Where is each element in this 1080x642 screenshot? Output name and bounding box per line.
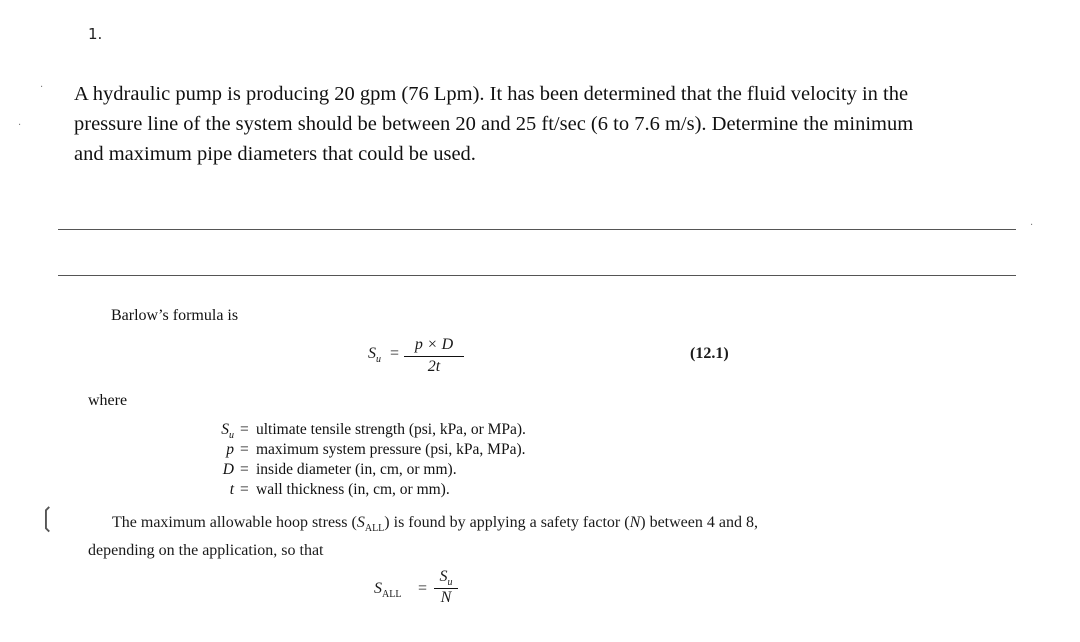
formula-equals: = — [390, 345, 400, 362]
answer-line-1[interactable] — [58, 229, 1016, 230]
scan-speck: · — [18, 120, 22, 131]
definition-equals: = — [240, 441, 249, 458]
where-label: where — [88, 392, 128, 409]
definition-text: wall thickness (in, cm, or mm). — [256, 481, 450, 498]
formula2-numerator: $S_u$ — [439, 568, 453, 589]
definition-equals: = — [240, 481, 249, 498]
definition-symbol: t — [229, 481, 234, 498]
formula2-denominator: N — [440, 589, 452, 606]
formula-lhs: $S_u$ — [368, 345, 381, 366]
answer-line-2[interactable] — [58, 275, 1016, 276]
scan-speck: · — [40, 82, 44, 93]
formula-numerator: p × D — [414, 336, 454, 353]
definition-equals: = — [240, 461, 249, 478]
definition-equals: = — [240, 421, 249, 438]
question-number: 1. — [88, 25, 103, 43]
formula2-lhs: $S_{ALL}$ — [374, 580, 402, 601]
equation-number: (12.1) — [690, 345, 729, 362]
definition-text: maximum system pressure (psi, kPa, MPa). — [256, 441, 526, 458]
hoop-stress-paragraph: The maximum allowable hoop stress $(S_{ALL})$ is found by applying a safety factor (N) between 4 and 8, depending on the application, so that — [88, 514, 758, 560]
scan-speck: · — [1030, 220, 1034, 231]
allowable-stress-formula — [374, 568, 474, 618]
definition-text: inside diameter (in, cm, or mm). — [256, 461, 457, 478]
definition-symbol: p — [226, 441, 234, 458]
formula-intro: Barlow’s formula is — [111, 307, 239, 324]
definition-text: ultimate tensile strength (psi, kPa, or MPa). — [256, 421, 526, 438]
definition-symbol: D — [222, 461, 234, 478]
formula2-equals: = — [418, 580, 428, 597]
scan-bracket-mark: ❲ — [36, 503, 58, 533]
problem-statement: A hydraulic pump is producing 20 gpm (76 Lpm). It has been determined that the fluid velocity in the pressure line of the system should be between 20 and 25 ft/sec (6 to 7.6 m/s). Determine the minimum and maximum pipe diameters that could be used. — [74, 83, 914, 165]
definition-symbol: $S_u$ — [221, 421, 234, 442]
formula-denominator: 2t — [427, 358, 441, 375]
fraction-bar — [404, 356, 464, 357]
